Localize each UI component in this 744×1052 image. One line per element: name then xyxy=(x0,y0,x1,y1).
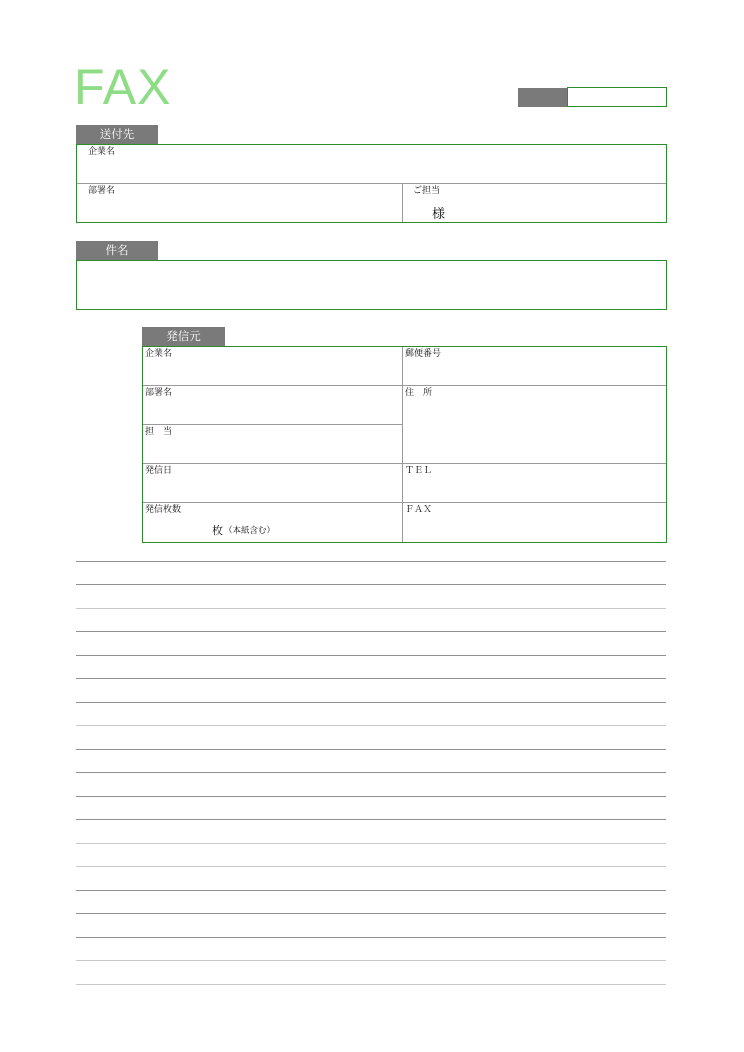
number-field[interactable] xyxy=(567,87,667,107)
message-line xyxy=(76,984,666,985)
honorific-sama: 様 xyxy=(432,207,446,222)
sender-tab: 発信元 xyxy=(142,327,225,346)
message-line xyxy=(76,843,666,844)
message-line xyxy=(76,960,666,961)
message-line xyxy=(76,819,666,820)
message-line xyxy=(76,561,666,562)
message-line xyxy=(76,702,666,703)
sender-postal-label: 郵便番号 xyxy=(405,349,442,359)
recipient-tab: 送付先 xyxy=(76,125,158,144)
sender-date-label: 発信日 xyxy=(145,466,173,476)
sender-box xyxy=(142,346,667,543)
message-line xyxy=(76,866,666,867)
recipient-company-label: 企業名 xyxy=(88,147,116,157)
sender-date-field[interactable] xyxy=(143,464,402,502)
sender-department-field[interactable] xyxy=(143,386,402,424)
recipient-person-label: ご担当 xyxy=(413,186,441,196)
subject-field[interactable] xyxy=(76,260,667,310)
sender-address-field[interactable] xyxy=(403,386,666,463)
recipient-company-field[interactable] xyxy=(77,145,666,183)
message-line xyxy=(76,749,666,750)
message-line xyxy=(76,913,666,914)
message-line xyxy=(76,772,666,773)
sender-pages-field[interactable] xyxy=(143,503,402,542)
message-line xyxy=(76,937,666,938)
recipient-department-field[interactable] xyxy=(77,184,402,222)
sender-company-label: 企業名 xyxy=(145,349,173,359)
number-label-block xyxy=(518,88,567,107)
sender-company-field[interactable] xyxy=(143,347,402,385)
pages-note: （本紙含む） xyxy=(224,526,276,536)
sender-postal-field[interactable] xyxy=(403,347,666,385)
sender-fax-label: ＦＡＸ xyxy=(405,505,433,515)
message-line xyxy=(76,608,666,609)
pages-unit: 枚 xyxy=(212,524,223,537)
sender-department-label: 部署名 xyxy=(145,388,173,398)
sender-tel-field[interactable] xyxy=(403,464,666,502)
subject-tab: 件名 xyxy=(76,241,158,260)
message-line xyxy=(76,796,666,797)
recipient-box xyxy=(76,144,667,223)
sender-person-field[interactable] xyxy=(143,425,402,463)
sender-pages-label: 発信枚数 xyxy=(145,505,182,515)
message-line xyxy=(76,725,666,726)
message-line xyxy=(76,655,666,656)
sender-tel-label: ＴＥＬ xyxy=(405,466,433,476)
message-line xyxy=(76,584,666,585)
sender-address-label: 住 所 xyxy=(405,388,433,398)
message-line xyxy=(76,678,666,679)
message-line xyxy=(76,631,666,632)
sender-fax-field[interactable] xyxy=(403,503,666,542)
message-line xyxy=(76,890,666,891)
fax-title: FAX xyxy=(74,59,172,115)
sender-person-label: 担 当 xyxy=(145,427,173,437)
recipient-department-label: 部署名 xyxy=(88,186,116,196)
